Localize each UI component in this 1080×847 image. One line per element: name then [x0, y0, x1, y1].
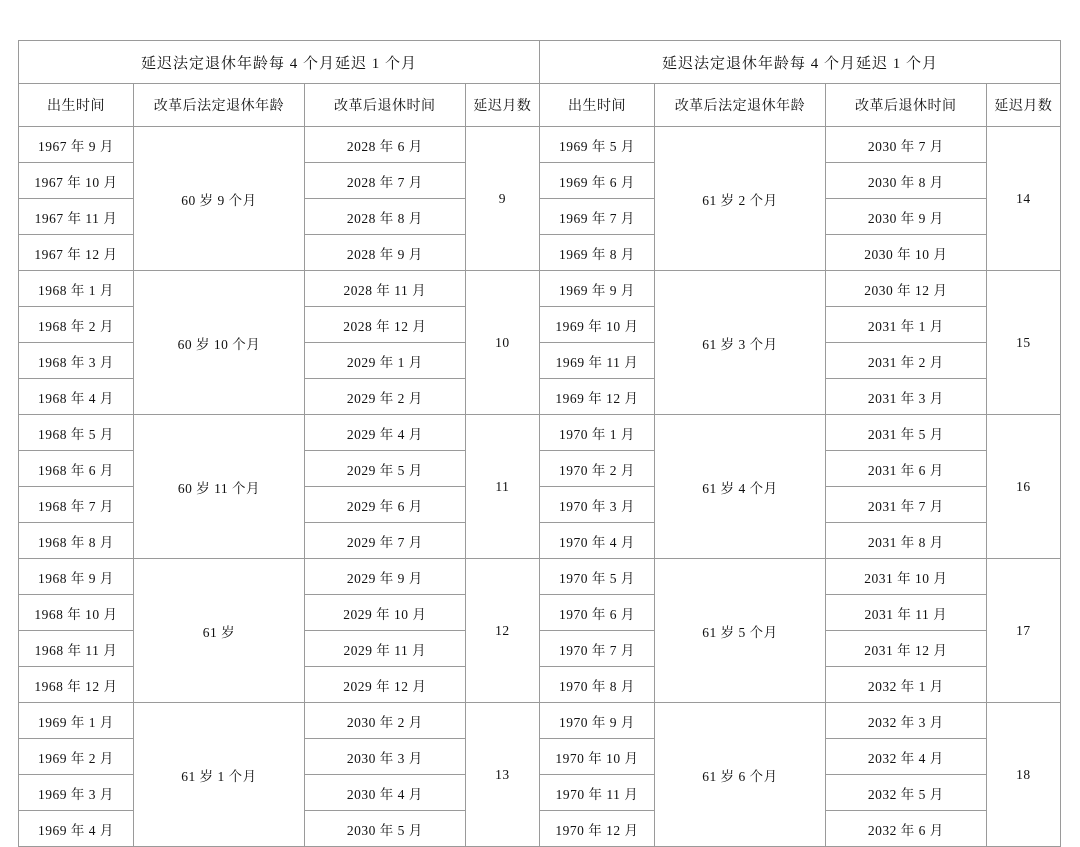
retirement-date-cell: 2031 年 12 月	[825, 631, 986, 667]
birth-date-cell: 1968 年 10 月	[19, 595, 134, 631]
retirement-date-cell: 2028 年 7 月	[304, 163, 465, 199]
retirement-date-cell: 2028 年 11 月	[304, 271, 465, 307]
table-row	[19, 703, 540, 739]
statutory-age-cell: 61 岁	[133, 559, 304, 703]
column-header-3: 改革后退休时间	[825, 84, 986, 127]
retirement-date-cell: 2029 年 11 月	[304, 631, 465, 667]
retirement-date-cell: 2030 年 3 月	[304, 739, 465, 775]
birth-date-cell: 1969 年 4 月	[19, 811, 134, 847]
retirement-date-cell: 2030 年 10 月	[825, 235, 986, 271]
retirement-date-cell: 2031 年 6 月	[825, 451, 986, 487]
table-row	[540, 559, 1061, 595]
birth-date-cell: 1968 年 7 月	[19, 487, 134, 523]
table-body-left	[19, 41, 540, 847]
birth-date-cell: 1970 年 2 月	[540, 451, 655, 487]
column-header-2: 改革后法定退休年龄	[654, 84, 825, 127]
birth-date-cell: 1968 年 9 月	[19, 559, 134, 595]
birth-date-cell: 1967 年 10 月	[19, 163, 134, 199]
retirement-age-tables	[18, 40, 1062, 847]
column-header-3: 改革后退休时间	[304, 84, 465, 127]
retirement-date-cell: 2031 年 2 月	[825, 343, 986, 379]
retirement-date-cell: 2031 年 7 月	[825, 487, 986, 523]
table-row	[19, 415, 540, 451]
table-row	[19, 559, 540, 595]
delay-months-cell: 13	[465, 703, 539, 847]
delay-months-cell: 11	[465, 415, 539, 559]
statutory-age-cell: 60 岁 11 个月	[133, 415, 304, 559]
retirement-date-cell: 2029 年 12 月	[304, 667, 465, 703]
retirement-date-cell: 2030 年 9 月	[825, 199, 986, 235]
birth-date-cell: 1969 年 2 月	[19, 739, 134, 775]
birth-date-cell: 1967 年 12 月	[19, 235, 134, 271]
statutory-age-cell: 61 岁 4 个月	[654, 415, 825, 559]
statutory-age-cell: 61 岁 6 个月	[654, 703, 825, 847]
retirement-date-cell: 2032 年 4 月	[825, 739, 986, 775]
birth-date-cell: 1969 年 6 月	[540, 163, 655, 199]
birth-date-cell: 1970 年 9 月	[540, 703, 655, 739]
table-header-row	[540, 84, 1061, 127]
retirement-date-cell: 2031 年 11 月	[825, 595, 986, 631]
birth-date-cell: 1969 年 1 月	[19, 703, 134, 739]
retirement-date-cell: 2030 年 8 月	[825, 163, 986, 199]
retirement-date-cell: 2032 年 6 月	[825, 811, 986, 847]
birth-date-cell: 1970 年 7 月	[540, 631, 655, 667]
table-row	[19, 127, 540, 163]
birth-date-cell: 1970 年 6 月	[540, 595, 655, 631]
statutory-age-cell: 60 岁 9 个月	[133, 127, 304, 271]
birth-date-cell: 1970 年 12 月	[540, 811, 655, 847]
birth-date-cell: 1967 年 11 月	[19, 199, 134, 235]
retirement-date-cell: 2029 年 7 月	[304, 523, 465, 559]
birth-date-cell: 1968 年 4 月	[19, 379, 134, 415]
statutory-age-cell: 61 岁 1 个月	[133, 703, 304, 847]
birth-date-cell: 1969 年 7 月	[540, 199, 655, 235]
table-row	[540, 127, 1061, 163]
statutory-age-cell: 61 岁 5 个月	[654, 559, 825, 703]
table-row	[540, 415, 1061, 451]
birth-date-cell: 1970 年 3 月	[540, 487, 655, 523]
retirement-date-cell: 2030 年 12 月	[825, 271, 986, 307]
retirement-date-cell: 2029 年 9 月	[304, 559, 465, 595]
statutory-age-cell: 60 岁 10 个月	[133, 271, 304, 415]
birth-date-cell: 1969 年 8 月	[540, 235, 655, 271]
birth-date-cell: 1969 年 11 月	[540, 343, 655, 379]
retirement-date-cell: 2030 年 5 月	[304, 811, 465, 847]
retirement-date-cell: 2031 年 1 月	[825, 307, 986, 343]
table-title-row	[19, 41, 540, 84]
column-header-1: 出生时间	[19, 84, 134, 127]
birth-date-cell: 1969 年 5 月	[540, 127, 655, 163]
column-header-4: 延迟月数	[986, 84, 1060, 127]
retirement-date-cell: 2031 年 3 月	[825, 379, 986, 415]
retirement-date-cell: 2029 年 10 月	[304, 595, 465, 631]
birth-date-cell: 1969 年 9 月	[540, 271, 655, 307]
birth-date-cell: 1968 年 5 月	[19, 415, 134, 451]
column-header-4: 延迟月数	[465, 84, 539, 127]
retirement-date-cell: 2030 年 7 月	[825, 127, 986, 163]
table-row	[540, 703, 1061, 739]
delay-months-cell: 10	[465, 271, 539, 415]
retirement-date-cell: 2031 年 8 月	[825, 523, 986, 559]
birth-date-cell: 1969 年 10 月	[540, 307, 655, 343]
retirement-table-right	[539, 40, 1061, 847]
birth-date-cell: 1968 年 1 月	[19, 271, 134, 307]
retirement-date-cell: 2032 年 3 月	[825, 703, 986, 739]
delay-months-cell: 16	[986, 415, 1060, 559]
delay-months-cell: 9	[465, 127, 539, 271]
retirement-date-cell: 2029 年 5 月	[304, 451, 465, 487]
birth-date-cell: 1970 年 5 月	[540, 559, 655, 595]
retirement-date-cell: 2031 年 5 月	[825, 415, 986, 451]
table-row	[540, 271, 1061, 307]
retirement-date-cell: 2032 年 1 月	[825, 667, 986, 703]
retirement-date-cell: 2028 年 9 月	[304, 235, 465, 271]
birth-date-cell: 1969 年 12 月	[540, 379, 655, 415]
birth-date-cell: 1967 年 9 月	[19, 127, 134, 163]
delay-months-cell: 18	[986, 703, 1060, 847]
birth-date-cell: 1968 年 3 月	[19, 343, 134, 379]
birth-date-cell: 1968 年 12 月	[19, 667, 134, 703]
table-body-right	[540, 41, 1061, 847]
birth-date-cell: 1968 年 6 月	[19, 451, 134, 487]
table-title: 延迟法定退休年龄每 4 个月延迟 1 个月	[19, 41, 540, 84]
birth-date-cell: 1970 年 4 月	[540, 523, 655, 559]
table-title-row	[540, 41, 1061, 84]
column-header-2: 改革后法定退休年龄	[133, 84, 304, 127]
retirement-date-cell: 2028 年 8 月	[304, 199, 465, 235]
retirement-date-cell: 2029 年 6 月	[304, 487, 465, 523]
birth-date-cell: 1970 年 1 月	[540, 415, 655, 451]
retirement-date-cell: 2032 年 5 月	[825, 775, 986, 811]
delay-months-cell: 17	[986, 559, 1060, 703]
retirement-table-left	[18, 40, 540, 847]
table-row	[19, 271, 540, 307]
table-header-row	[19, 84, 540, 127]
birth-date-cell: 1968 年 8 月	[19, 523, 134, 559]
table-title: 延迟法定退休年龄每 4 个月延迟 1 个月	[540, 41, 1061, 84]
retirement-date-cell: 2030 年 4 月	[304, 775, 465, 811]
birth-date-cell: 1968 年 11 月	[19, 631, 134, 667]
delay-months-cell: 12	[465, 559, 539, 703]
retirement-date-cell: 2028 年 12 月	[304, 307, 465, 343]
birth-date-cell: 1970 年 10 月	[540, 739, 655, 775]
birth-date-cell: 1970 年 8 月	[540, 667, 655, 703]
column-header-1: 出生时间	[540, 84, 655, 127]
birth-date-cell: 1970 年 11 月	[540, 775, 655, 811]
retirement-date-cell: 2030 年 2 月	[304, 703, 465, 739]
delay-months-cell: 15	[986, 271, 1060, 415]
retirement-date-cell: 2029 年 4 月	[304, 415, 465, 451]
retirement-date-cell: 2028 年 6 月	[304, 127, 465, 163]
birth-date-cell: 1969 年 3 月	[19, 775, 134, 811]
retirement-date-cell: 2031 年 10 月	[825, 559, 986, 595]
birth-date-cell: 1968 年 2 月	[19, 307, 134, 343]
retirement-date-cell: 2029 年 1 月	[304, 343, 465, 379]
delay-months-cell: 14	[986, 127, 1060, 271]
statutory-age-cell: 61 岁 3 个月	[654, 271, 825, 415]
retirement-date-cell: 2029 年 2 月	[304, 379, 465, 415]
statutory-age-cell: 61 岁 2 个月	[654, 127, 825, 271]
